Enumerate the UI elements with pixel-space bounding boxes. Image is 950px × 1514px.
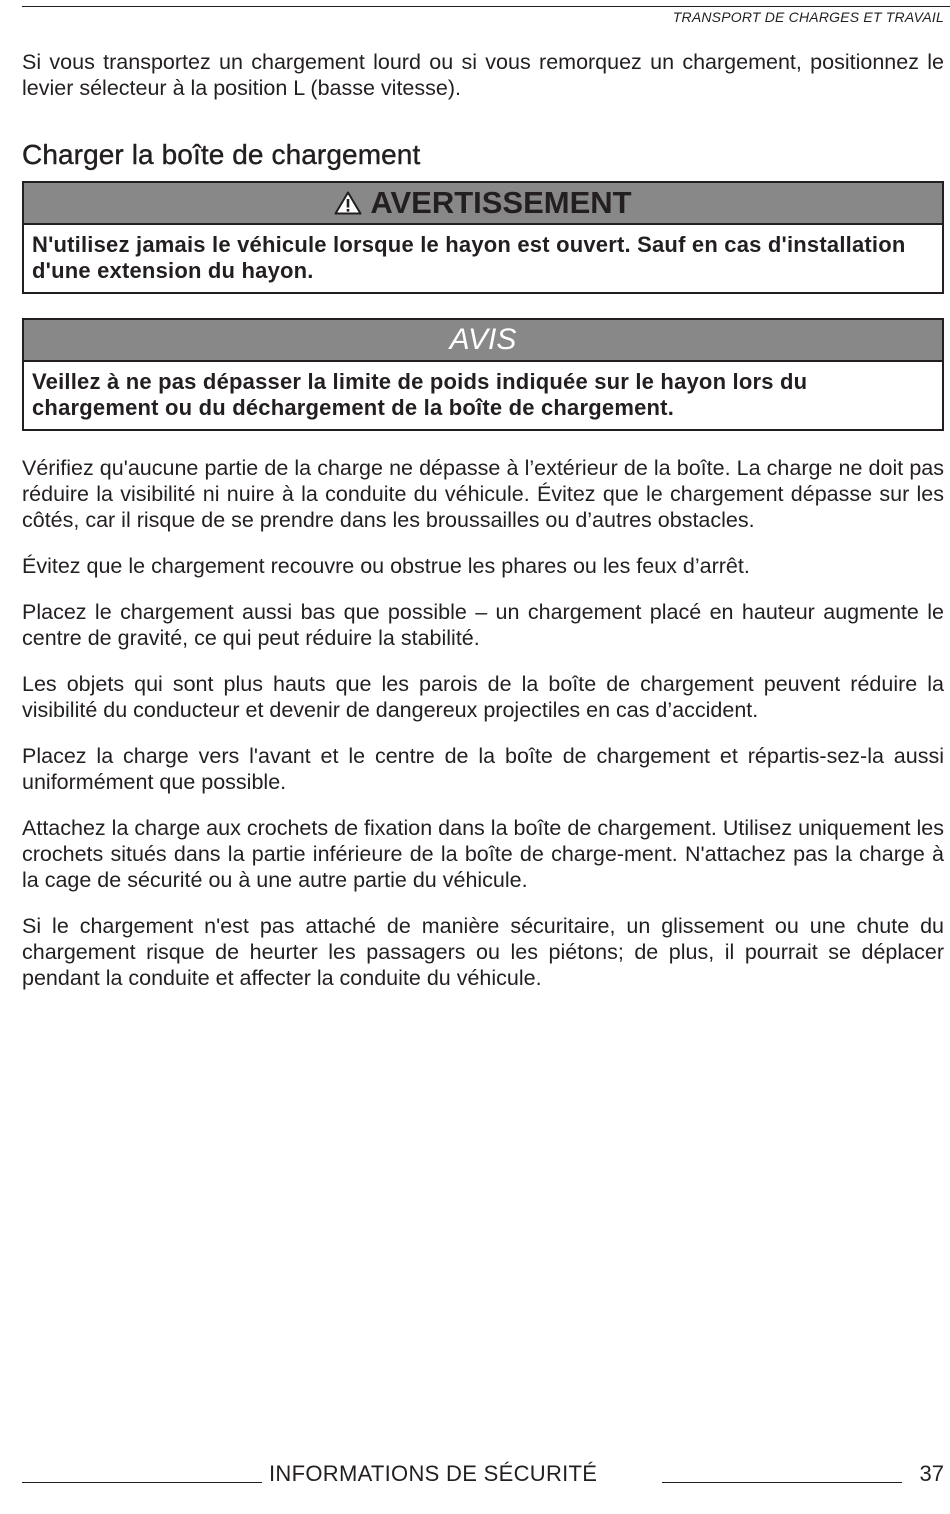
footer-rule-right xyxy=(662,1482,902,1483)
page-footer xyxy=(22,1460,944,1490)
header-rule xyxy=(22,6,950,7)
footer-title: INFORMATIONS DE SÉCURITÉ xyxy=(269,1461,598,1486)
paragraph-overhang: Vérifiez qu'aucune partie de la charge ne dépasse à l’extérieur de la boîte. La charge ne doit pas réduire la visibilité ni nuire à la conduite du véhicule. Évitez que le chargement dépasse sur les côtés, car il risque de se prendre dans les broussailles ou d’autres obstacles. xyxy=(22,456,944,532)
paragraph-lights: Évitez que le chargement recouvre ou obstrue les phares ou les feux d’arrêt. xyxy=(22,554,750,578)
warning-box xyxy=(22,181,944,294)
notice-box xyxy=(22,318,944,431)
warning-header xyxy=(24,183,942,225)
paragraph-distribute: Placez la charge vers l'avant et le centre de la boîte de chargement et répartis-sez-la aussi uniformément que possible. xyxy=(22,744,944,794)
paragraph-secure-load: Si le chargement n'est pas attaché de manière sécuritaire, un glissement ou une chute du chargement risque de heurter les passagers ou les piétons; de plus, il pourrait se déplacer pendant la conduite et affecter la conduite du véhicule. xyxy=(22,914,944,990)
paragraph-tie-down: Attachez la charge aux crochets de fixation dans la boîte de chargement. Utilisez uniquement les crochets situés dans la partie inférieure de la boîte de charge-ment. N'attachez pas la charge à la cage de sécurité ou à une autre partie du véhicule. xyxy=(22,816,944,892)
warning-label: AVERTISSEMENT xyxy=(370,185,632,220)
footer-rule-left xyxy=(22,1482,262,1483)
body-paragraphs xyxy=(22,455,944,991)
page-content xyxy=(22,49,944,1011)
notice-text: Veillez à ne pas dépasser la limite de poids indiquée sur le hayon lors du chargement ou du déchargement de la boîte de chargement. xyxy=(32,369,808,420)
section-title: Charger la boîte de chargement xyxy=(22,139,421,170)
notice-label: AVIS xyxy=(449,323,517,356)
warning-triangle-icon xyxy=(334,185,362,225)
intro-paragraph: Si vous transportez un chargement lourd ou si vous remorquez un chargement, positionnez le levier sélecteur à la position L (basse vitesse). xyxy=(22,50,944,100)
running-header: TRANSPORT DE CHARGES ET TRAVAIL xyxy=(672,9,944,25)
page-number: 37 xyxy=(919,1461,944,1486)
paragraph-low-load: Placez le chargement aussi bas que possible – un chargement placé en hauteur augmente le centre de gravité, ce qui peut réduire la stabilité. xyxy=(22,600,944,650)
paragraph-tall-objects: Les objets qui sont plus hauts que les parois de la boîte de chargement peuvent réduire la visibilité du conducteur et devenir de dangereux projectiles en cas d’accident. xyxy=(22,672,944,722)
warning-text: N'utilisez jamais le véhicule lorsque le hayon est ouvert. Sauf en cas d'installation d'une extension du hayon. xyxy=(32,232,906,283)
notice-header xyxy=(24,320,942,362)
